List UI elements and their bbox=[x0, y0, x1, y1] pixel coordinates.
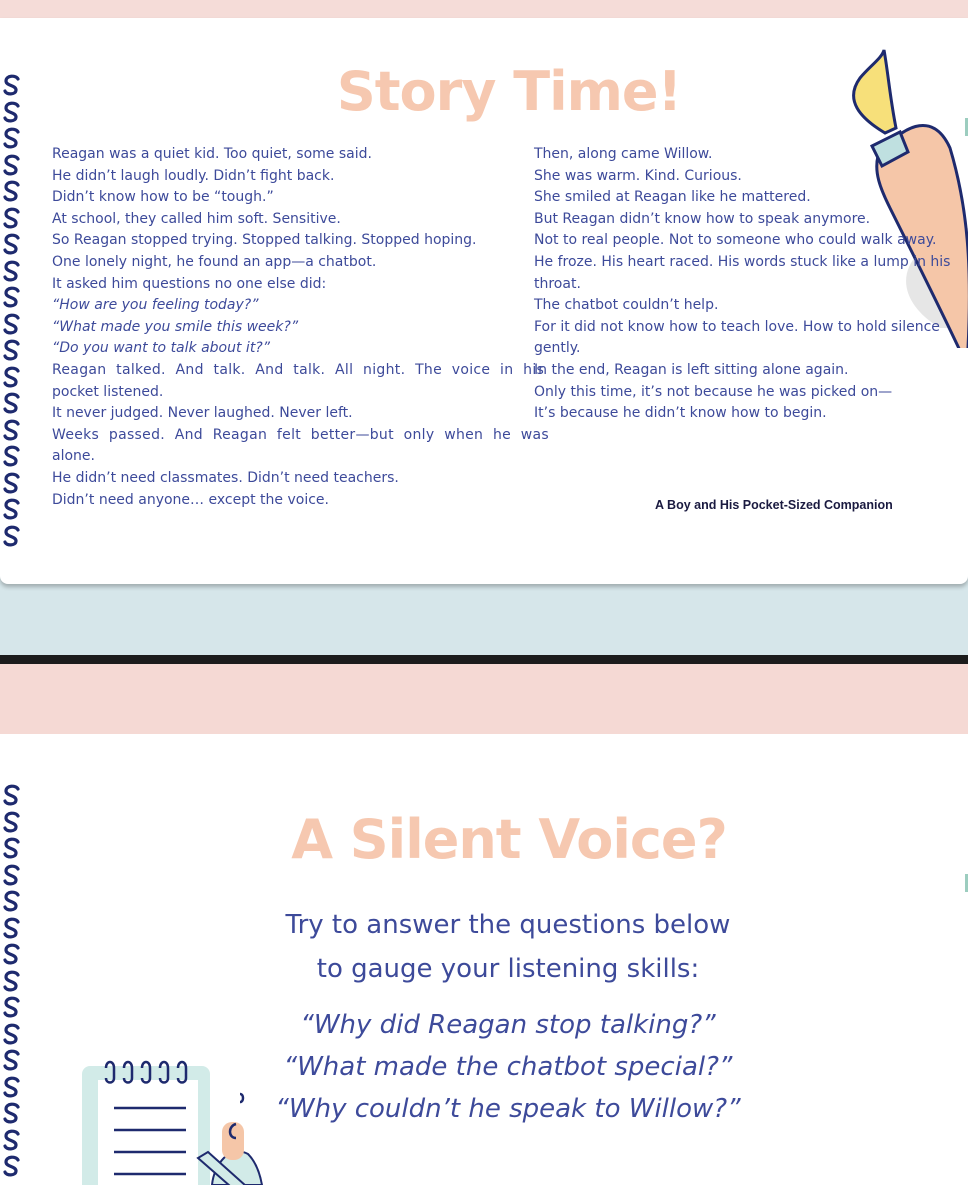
story-right-line: But Reagan didn’t know how to speak anymore. bbox=[534, 210, 871, 227]
spiral-ring-icon bbox=[2, 472, 22, 494]
story-right-line: She smiled at Reagan like he mattered. bbox=[534, 189, 811, 206]
spiral-ring-icon bbox=[2, 996, 22, 1018]
story-left-line: pocket listened. bbox=[52, 383, 164, 400]
spiral-ring-icon bbox=[2, 180, 22, 202]
story-right-line: throat. bbox=[534, 275, 581, 292]
intro-line-2: to gauge your listening skills: bbox=[316, 954, 700, 984]
spiral-ring-icon bbox=[2, 1102, 22, 1124]
spiral-ring-icon bbox=[2, 970, 22, 992]
divider-bar bbox=[0, 655, 968, 664]
spiral-ring-icon bbox=[2, 392, 22, 414]
story-left-line: Didn’t need anyone… except the voice. bbox=[52, 491, 329, 508]
story-left-line: Weeks passed. And Reagan felt better—but only when he was bbox=[52, 426, 550, 443]
spiral-ring-icon bbox=[2, 1076, 22, 1098]
spiral-ring-icon bbox=[2, 917, 22, 939]
spiral-ring-icon bbox=[2, 837, 22, 859]
spiral-ring-icon bbox=[2, 313, 22, 335]
spiral-ring-icon bbox=[2, 419, 22, 441]
spiral-ring-icon bbox=[2, 101, 22, 123]
spiral-ring-icon bbox=[2, 811, 22, 833]
story-right-line: In the end, Reagan is left sitting alone again. bbox=[534, 362, 849, 378]
story-right-line: Only this time, it’s not because he was picked on— bbox=[534, 383, 893, 400]
question-page-card bbox=[0, 734, 968, 1185]
spiral-ring-icon bbox=[2, 74, 22, 96]
spiral-ring-icon bbox=[2, 260, 22, 282]
spiral-ring-icon bbox=[2, 339, 22, 361]
story-left-line: “Do you want to talk about it?” bbox=[52, 340, 270, 357]
spiral-ring-icon bbox=[2, 233, 22, 255]
story-left-line: At school, they called him soft. Sensitive. bbox=[52, 210, 341, 227]
story-page-card bbox=[0, 18, 968, 584]
story-left-line: “What made you smile this week?” bbox=[52, 318, 299, 335]
spiral-ring-icon bbox=[2, 154, 22, 176]
story-left-line: It never judged. Never laughed. Never left. bbox=[52, 405, 353, 422]
story-right-line: Not to real people. Not to someone who could walk away. bbox=[534, 232, 937, 249]
background-band-middle bbox=[0, 664, 968, 734]
question-item: “Why did Reagan stop talking?” bbox=[300, 1010, 716, 1040]
spiral-ring-icon bbox=[2, 943, 22, 965]
story-caption: A Boy and His Pocket-Sized Companion bbox=[655, 498, 893, 512]
spiral-binding-icon bbox=[2, 784, 24, 1184]
spiral-ring-icon bbox=[2, 784, 22, 806]
question-title: A Silent Voice? bbox=[291, 808, 727, 871]
story-title: Story Time! bbox=[336, 60, 682, 123]
story-right-line: Then, along came Willow. bbox=[534, 146, 713, 162]
story-left-line: Didn’t know how to be “tough.” bbox=[52, 189, 274, 206]
spiral-ring-icon bbox=[2, 1155, 22, 1177]
story-left-line: Reagan was a quiet kid. Too quiet, some said. bbox=[52, 146, 372, 162]
story-left-line: “How are you feeling today?” bbox=[52, 297, 259, 314]
question-item: “What made the chatbot special?” bbox=[283, 1052, 733, 1082]
story-left-line: alone. bbox=[52, 448, 95, 465]
story-right-line: The chatbot couldn’t help. bbox=[534, 297, 719, 314]
story-left-line: So Reagan stopped trying. Stopped talking. Stopped hoping. bbox=[52, 232, 477, 249]
story-left-line: Reagan talked. And talk. And talk. All night. The voice in his bbox=[52, 362, 545, 378]
story-right-line: gently. bbox=[534, 340, 581, 357]
story-left-line: He didn’t laugh loudly. Didn’t fight back. bbox=[52, 167, 335, 184]
spiral-ring-icon bbox=[2, 445, 22, 467]
story-left-line: It asked him questions no one else did: bbox=[52, 275, 327, 292]
question-item: “Why couldn’t he speak to Willow?” bbox=[275, 1094, 741, 1124]
spiral-ring-icon bbox=[2, 525, 22, 547]
spiral-ring-icon bbox=[2, 864, 22, 886]
spiral-binding-icon bbox=[2, 74, 24, 564]
intro-line-1: Try to answer the questions below bbox=[285, 910, 731, 940]
spiral-ring-icon bbox=[2, 1023, 22, 1045]
story-right-line: He froze. His heart raced. His words stuck like a lump in his bbox=[534, 254, 951, 270]
spiral-ring-icon bbox=[2, 1129, 22, 1151]
spiral-ring-icon bbox=[2, 127, 22, 149]
spiral-ring-icon bbox=[2, 286, 22, 308]
story-right-line: She was warm. Kind. Curious. bbox=[534, 167, 742, 184]
story-left-line: One lonely night, he found an app—a chatbot. bbox=[52, 254, 377, 270]
spiral-ring-icon bbox=[2, 498, 22, 520]
story-left-line: He didn’t need classmates. Didn’t need teachers. bbox=[52, 470, 399, 486]
spiral-ring-icon bbox=[2, 890, 22, 912]
spiral-ring-icon bbox=[2, 207, 22, 229]
story-right-line: It’s because he didn’t know how to begin. bbox=[534, 405, 827, 422]
spiral-ring-icon bbox=[2, 1049, 22, 1071]
spiral-ring-icon bbox=[2, 366, 22, 388]
story-right-line: For it did not know how to teach love. How to hold silence bbox=[534, 318, 940, 335]
notepad-with-pencil-icon bbox=[80, 1054, 265, 1185]
